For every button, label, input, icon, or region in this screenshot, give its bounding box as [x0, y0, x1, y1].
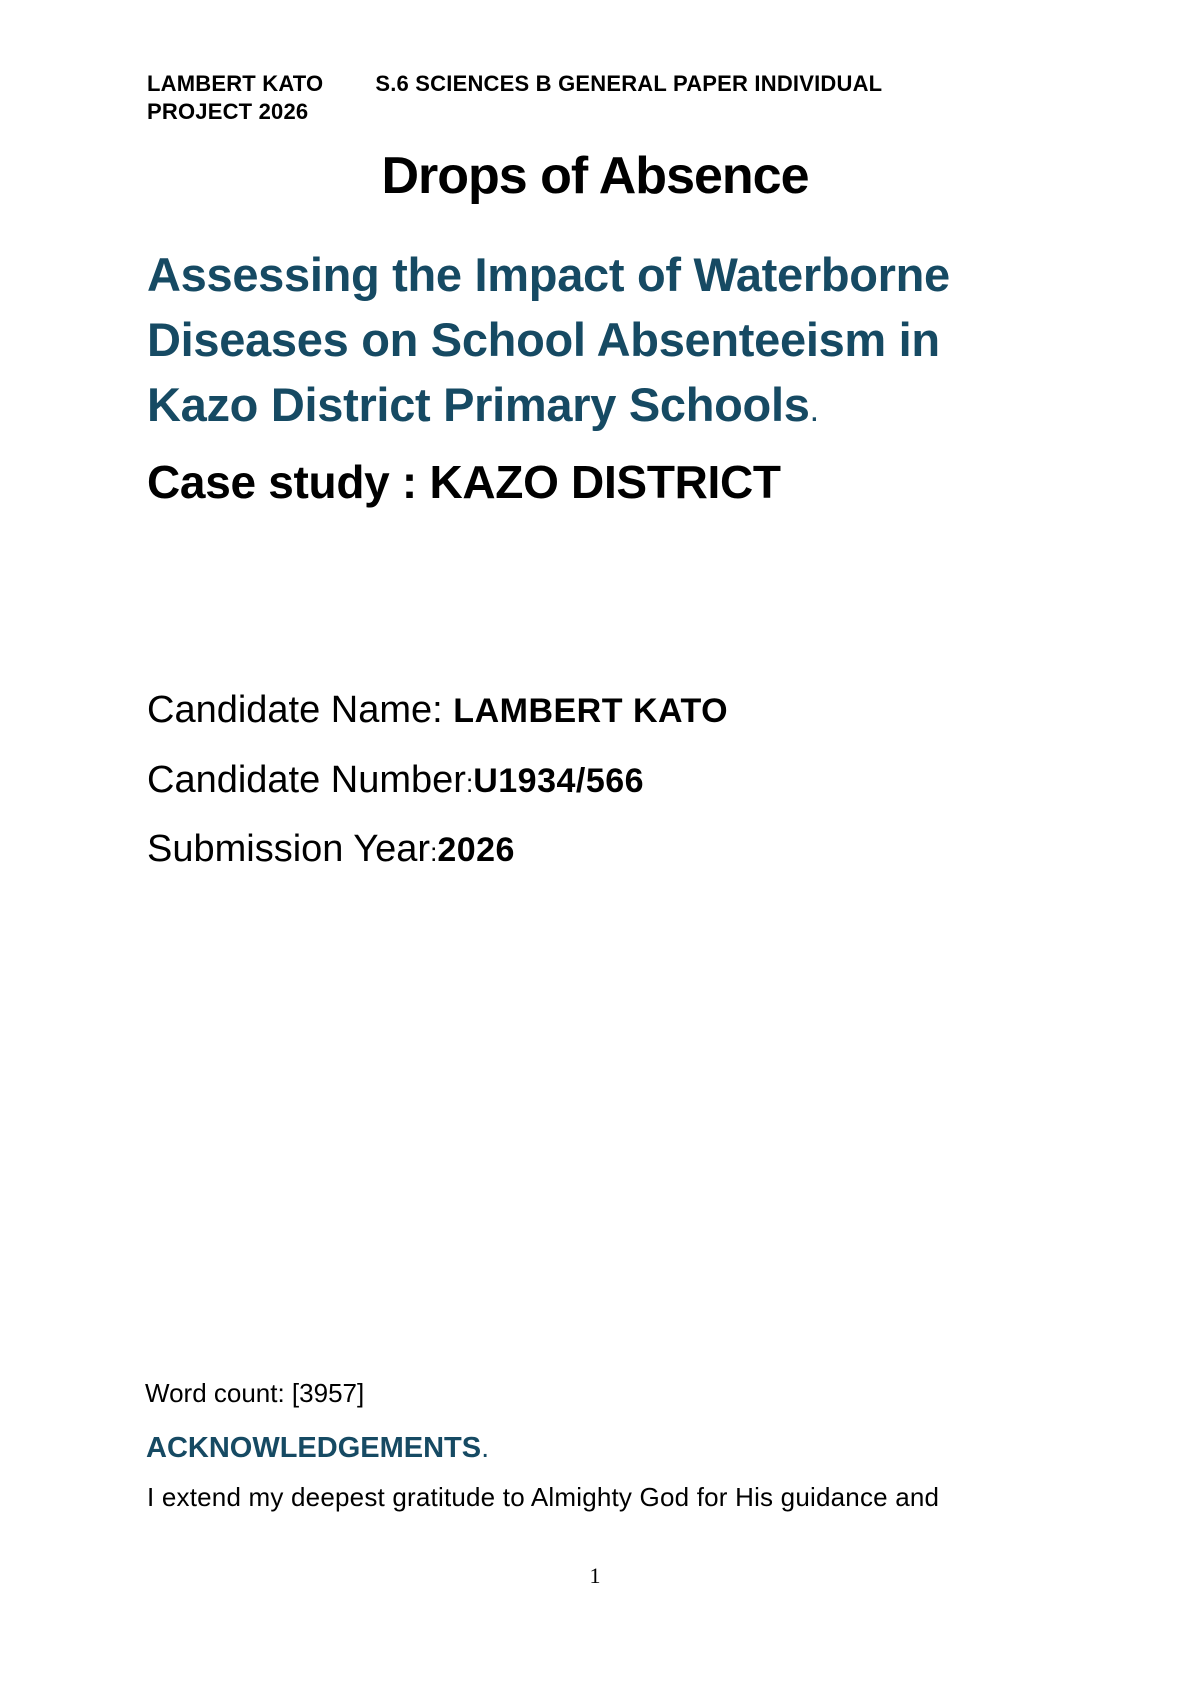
subtitle-line-3: [147, 372, 1047, 443]
header-line-2: PROJECT 2026: [147, 99, 309, 124]
acknowledgements-heading-dot: .: [481, 1432, 490, 1464]
candidate-number-label: Candidate Number: [147, 759, 466, 801]
header-author: LAMBERT KATO: [147, 71, 324, 96]
document-title: Drops of Absence: [381, 147, 809, 205]
candidate-number-line: [147, 755, 1047, 808]
page-number: 1: [589, 1563, 601, 1588]
case-study-value: KAZO DISTRICT: [429, 456, 781, 508]
candidate-name-label: Candidate Name: [147, 689, 433, 731]
candidate-number-value: U1934/566: [473, 762, 645, 800]
header-line-1: [147, 70, 1047, 98]
subtitle-line-3-text: Kazo District Primary Schools: [147, 378, 810, 431]
candidate-name-line: [147, 685, 1047, 736]
case-study-heading: [147, 452, 1047, 512]
candidate-number-separator: :: [465, 768, 474, 798]
acknowledgements-heading: [146, 1429, 489, 1467]
subtitle-trailing-dot: .: [809, 391, 819, 429]
candidate-name-value: LAMBERT KATO: [453, 692, 729, 730]
submission-year-line: [147, 824, 1047, 877]
word-count: Word count: [3957]: [145, 1378, 365, 1408]
document-subtitle: [147, 242, 1047, 443]
acknowledgements-text: I extend my deepest gratitude to Almighty God for His guidance and: [147, 1482, 940, 1512]
subtitle-line-2: Diseases on School Absenteeism in: [147, 313, 940, 366]
candidate-name-separator: :: [432, 689, 443, 731]
case-study-separator: :: [401, 456, 417, 508]
submission-year-label: Submission Year: [147, 828, 431, 870]
submission-year-separator: :: [430, 837, 438, 867]
header-course: S.6 SCIENCES B GENERAL PAPER INDIVIDUAL: [375, 71, 883, 96]
page-header: [147, 70, 1047, 126]
submission-year-value: 2026: [437, 831, 515, 869]
acknowledgements-heading-text: ACKNOWLEDGEMENTS: [146, 1432, 482, 1464]
case-study-label: Case study: [147, 456, 390, 508]
subtitle-line-1: Assessing the Impact of Waterborne: [147, 248, 950, 301]
